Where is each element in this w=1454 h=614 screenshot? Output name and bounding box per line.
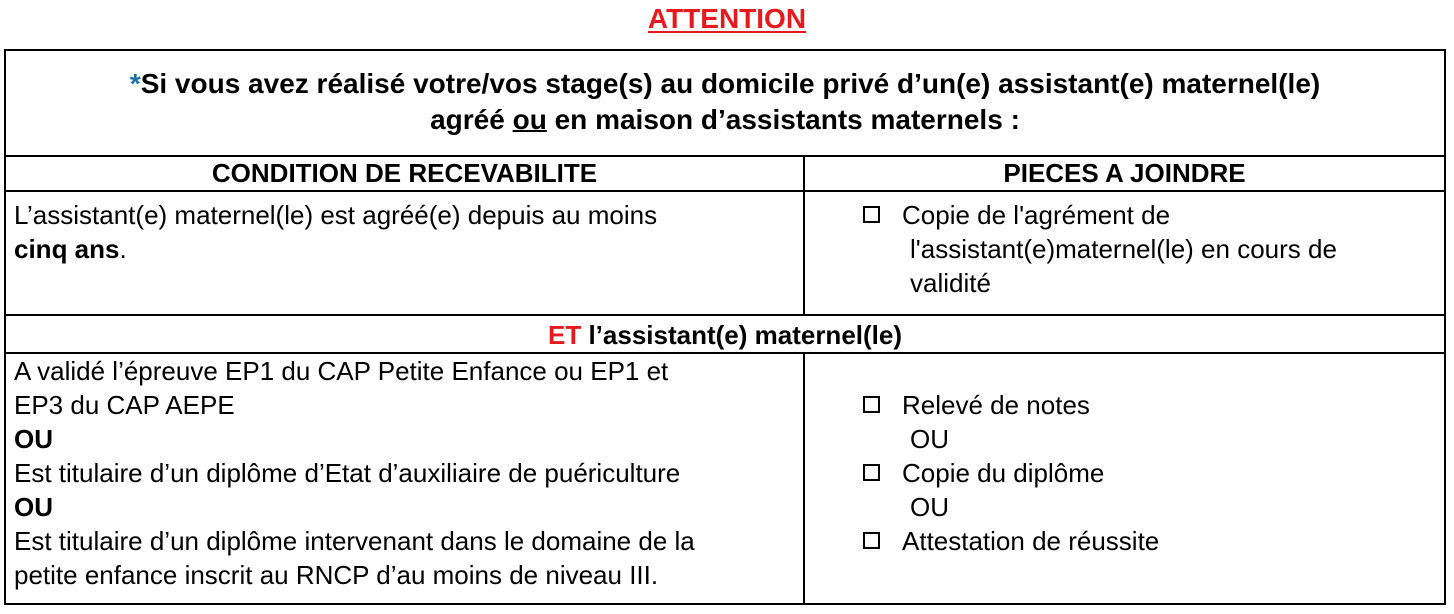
- et-row-text: l’assistant(e) maternel(le): [588, 320, 903, 350]
- table-heading: [6, 66, 1444, 162]
- piece-agrement: [863, 198, 1433, 300]
- et-label: ET: [547, 320, 582, 350]
- piece-diplome-label: Copie du diplôme: [902, 458, 1105, 488]
- condition-agrement-duration: cinq ans: [14, 234, 120, 264]
- piece-agrement-line-1: [863, 198, 1433, 232]
- heading-line-2-start: agréé: [430, 104, 505, 135]
- checkbox[interactable]: [863, 464, 880, 481]
- condition-line: EP3 du CAP AEPE: [14, 390, 235, 420]
- divider: [6, 155, 1444, 157]
- attention-title: [0, 2, 1454, 36]
- or-separator: OU: [14, 492, 53, 522]
- heading-line-2: [6, 102, 1444, 138]
- checkbox[interactable]: [863, 396, 880, 413]
- asterisk: *: [129, 68, 141, 99]
- condition-agrement-text: L’assistant(e) maternel(le) est agréé(e) depuis au moins: [14, 200, 658, 230]
- column-header-condition: CONDITION DE RECEVABILITE: [211, 158, 598, 188]
- heading-line-2-end: en maison d’assistants maternels :: [554, 104, 1020, 135]
- heading-line-1-text: Si vous avez réalisé votre/vos stage(s) au domicile privé d’un(e) assistant(e) maternel(le): [140, 68, 1321, 99]
- condition-line: A validé l’épreuve EP1 du CAP Petite Enfance ou EP1 et: [14, 356, 669, 386]
- piece-releve-label: Relevé de notes: [902, 390, 1090, 420]
- et-row: [6, 318, 1444, 352]
- condition-agrement: [14, 198, 794, 266]
- checkbox[interactable]: [863, 206, 880, 223]
- pieces-diplomes: [863, 388, 1433, 558]
- heading-ou: ou: [512, 104, 547, 135]
- divider: [6, 190, 1444, 192]
- piece-agrement-line-2: l'assistant(e)maternel(le) en cours de: [910, 234, 1337, 264]
- column-divider: [803, 352, 805, 603]
- piece-diplome: [863, 456, 1433, 490]
- checkbox[interactable]: [863, 532, 880, 549]
- or-separator: OU: [910, 424, 949, 454]
- heading-line-1: [6, 66, 1444, 102]
- condition-diplomes: [14, 354, 799, 592]
- divider: [6, 314, 1444, 316]
- or-separator: OU: [910, 492, 949, 522]
- condition-line: petite enfance inscrit au RNCP d’au moins de niveau III.: [14, 560, 659, 590]
- requirements-table: [4, 49, 1446, 605]
- condition-line: Est titulaire d’un diplôme d’Etat d’auxiliaire de puériculture: [14, 458, 681, 488]
- attention-label: ATTENTION: [647, 3, 807, 34]
- condition-agrement-period: .: [119, 234, 127, 264]
- column-divider: [803, 155, 805, 314]
- or-separator: OU: [14, 424, 53, 454]
- condition-line: Est titulaire d’un diplôme intervenant dans le domaine de la: [14, 526, 695, 556]
- column-header-pieces: PIECES A JOINDRE: [1003, 158, 1246, 188]
- piece-agrement-label: Copie de l'agrément de: [902, 200, 1171, 230]
- piece-attestation: [863, 524, 1433, 558]
- piece-agrement-line-3: validité: [910, 268, 991, 298]
- piece-attestation-label: Attestation de réussite: [902, 526, 1160, 556]
- piece-releve: [863, 388, 1433, 422]
